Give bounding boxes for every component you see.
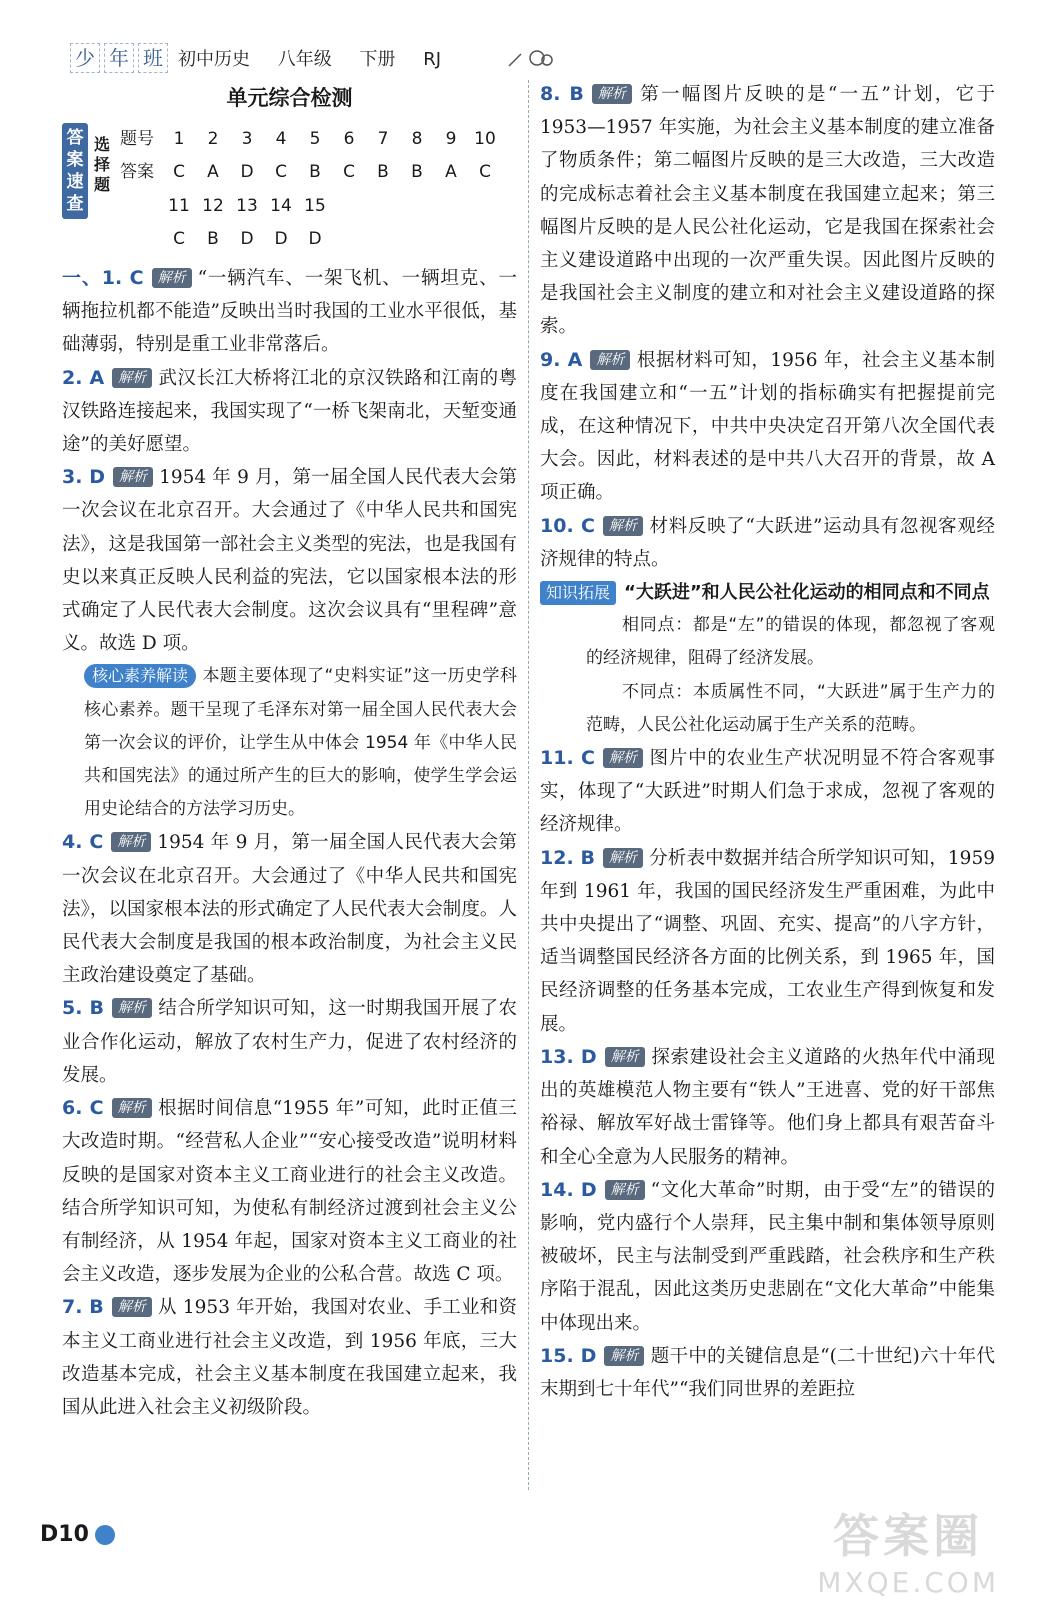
brand-char: 年 [104, 43, 134, 73]
item-number: 一、1. C [62, 267, 144, 290]
cell: C [479, 162, 491, 183]
brand-logo [70, 43, 168, 73]
right-column [540, 78, 995, 1406]
page-number: D10 [40, 1522, 89, 1547]
answer-grid [120, 123, 502, 256]
watermark-url: MXQE.COM [817, 1566, 999, 1599]
cell: 6 [343, 129, 355, 150]
cell: D [240, 162, 254, 183]
cell: 4 [275, 129, 287, 150]
volume: 下册 [359, 49, 396, 70]
table-row [120, 123, 502, 156]
extension-paragraph: 不同点：本质属性不同，“大跃进”属于生产力的范畴，人民公社化运动属于生产关系的范畴。 [586, 681, 995, 735]
item-number: 14. D [540, 1178, 597, 1201]
cell: A [445, 162, 457, 183]
cell: 10 [474, 129, 496, 150]
brand-char: 班 [138, 43, 168, 73]
cell: 11 [168, 195, 190, 216]
page-header [70, 40, 463, 76]
item-number: 5. B [62, 997, 104, 1020]
analysis-tag: 解析 [112, 368, 152, 388]
analysis-tag: 解析 [112, 1098, 152, 1118]
cell: 3 [241, 129, 253, 150]
analysis-tag: 解析 [605, 1047, 645, 1067]
cell: 7 [377, 129, 389, 150]
answer-item [62, 992, 517, 1092]
core-literacy-note [62, 660, 517, 826]
row-header: 答案 [120, 162, 154, 183]
knowledge-extension [540, 576, 995, 742]
answer-item [62, 1291, 517, 1424]
analysis-tag: 解析 [111, 832, 151, 852]
cell: 13 [236, 195, 258, 216]
cell: A [207, 162, 219, 183]
extension-tag: 知识拓展 [540, 581, 616, 605]
analysis-tag: 解析 [603, 848, 643, 868]
analysis-tag: 解析 [603, 516, 643, 536]
cell: 12 [202, 195, 224, 216]
answer-item [540, 842, 995, 1041]
item-text: 题干中的关键信息是“(二十世纪)六十年代末期到七十年代”“我们同世界的差距拉 [540, 1345, 995, 1400]
left-column [62, 78, 517, 1424]
item-text: “文化大革命”时期，由于受“左”的错误的影响，党内盛行个人崇拜，民主集中制和集体领导原则被破坏，民主与法制受到严重践踏，社会秩序和生产秩序陷于混乱，因此这类历史悲剧在“文化大革命”中能集中体现出来。 [540, 1179, 995, 1334]
subject: 初中历史 [178, 49, 250, 70]
answer-item [540, 1340, 995, 1406]
answer-item [62, 1092, 517, 1291]
page-footer [40, 1522, 117, 1547]
cell: 2 [207, 129, 219, 150]
answer-item [540, 742, 995, 842]
analysis-tag: 解析 [590, 350, 630, 370]
item-text: 从 1953 年开始，我国对农业、手工业和资本主义工商业进行社会主义改造，到 1956 年底，三大改造基本完成，社会主义基本制度在我国建立起来，我国从此进入社会主义初级阶段。 [62, 1297, 517, 1418]
item-number: 10. C [540, 514, 595, 537]
cell: D [274, 228, 288, 249]
answer-item [62, 826, 517, 992]
row-header: 题号 [120, 129, 154, 150]
core-literacy-text: 本题主要体现了“史料实证”这一历史学科核心素养。题干呈现了毛泽东对第一届全国人民代表大会第一次会议的评价，让学生从中体会 1954 年《中华人民共和国宪法》的通过所产生的巨大的影响，使学生学会运用史论结合的方法学习历史。 [84, 666, 517, 820]
watermark [817, 1500, 999, 1599]
section-title: 单元综合检测 [226, 86, 353, 110]
cell: B [377, 162, 389, 183]
item-text: 材料反映了“大跃进”运动具有忽视客观经济规律的特点。 [540, 515, 995, 570]
answer-item [540, 510, 995, 576]
answer-key-label: 答案速查 [62, 123, 88, 219]
item-text: 1954 年 9 月，第一届全国人民代表大会第一次会议在北京召开。大会通过了《中华人民共和国宪法》，这是我国第一部社会主义类型的宪法，也是我国有史以来真正反映人民利益的宪法，它以国家根本法的形式确定了人民代表大会制度。这次会议具有“里程碑”意义。故选 D 项。 [62, 467, 517, 655]
cell: 8 [411, 129, 423, 150]
item-text: 分析表中数据并结合所学知识可知，1959 年到 1961 年，我国的国民经济发生严重困难，为此中共中央提出了“调整、巩固、充实、提高”的八字方针，适当调整国民经济各方面的比例关系，到 1965 年，国民经济调整的任务基本完成，工农业生产得到恢复和发展。 [540, 847, 995, 1035]
item-number: 11. C [540, 747, 595, 770]
table-row [120, 190, 502, 223]
answer-item [62, 461, 517, 660]
book-info [178, 45, 463, 71]
cell: C [173, 162, 185, 183]
cell: 14 [270, 195, 292, 216]
cell: 15 [304, 195, 326, 216]
analysis-tag: 解析 [112, 1297, 152, 1317]
item-number: 9. A [540, 348, 583, 371]
answer-item [540, 1174, 995, 1340]
answer-item [540, 78, 995, 344]
column-divider [528, 80, 530, 1490]
table-row [120, 156, 502, 189]
extension-paragraph: 相同点：都是“左”的错误的体现，都忽视了客观的经济规律，阻碍了经济发展。 [586, 615, 995, 669]
cell: C [173, 228, 185, 249]
cell: C [343, 162, 355, 183]
item-number: 13. D [540, 1045, 597, 1068]
cell: 1 [173, 129, 185, 150]
item-number: 3. D [62, 466, 106, 489]
answer-item [540, 1041, 995, 1174]
item-number: 6. C [62, 1097, 104, 1120]
analysis-tag: 解析 [152, 268, 192, 288]
cell: D [308, 228, 322, 249]
item-text: “一辆汽车、一架飞机、一辆坦克、一辆拖拉机都不能造”反映出当时我国的工业水平很低，基础薄弱，特别是重工业非常落后。 [62, 268, 517, 356]
analysis-tag: 解析 [592, 84, 632, 104]
cell: C [275, 162, 287, 183]
item-number: 8. B [540, 83, 584, 105]
globe-icon [93, 1523, 117, 1547]
brand-char: 少 [70, 43, 100, 73]
grade: 八年级 [277, 49, 332, 70]
analysis-tag: 解析 [605, 1180, 645, 1200]
item-number: 12. B [540, 846, 595, 869]
analysis-tag: 解析 [604, 1346, 644, 1366]
item-text: 图片中的农业生产状况明显不符合客观事实，体现了“大跃进”时期人们急于求成，忽视了客观的经济规律。 [540, 748, 995, 836]
item-number: 15. D [540, 1344, 597, 1367]
choice-type-label: 选择题 [94, 135, 111, 195]
watermark-logo: 答案圈 [833, 1509, 984, 1563]
cell: B [309, 162, 321, 183]
item-text: 根据时间信息“1955 年”可知，此时正值三大改造时期。“经营私人企业”“安心接受改造”说明材料反映的是国家对资本主义工商业进行的社会主义改造。结合所学知识可知，为使私有制经济过渡到社会主义公有制经济，从 1954 年起，国家对资本主义工商业的社会主义改造，逐步发展为企业的公私合营。故选 C 项。 [62, 1098, 517, 1286]
cell: B [207, 228, 219, 249]
item-text: 1954 年 9 月，第一届全国人民代表大会第一次会议在北京召开。大会通过了《中华人民共和国宪法》，以国家根本法的形式确定了人民代表大会制度。人民代表大会制度是我国的根本政治制度，为社会主义民主政治建设奠定了基础。 [62, 832, 518, 987]
answer-key [62, 123, 517, 256]
cell: B [411, 162, 423, 183]
item-text: 第一幅图片反映的是“一五”计划，它于 1953—1957 年实施，为社会主义基本制度的建立准备了物质条件；第二幅图片反映的是三大改造，三大改造的完成标志着社会主义基本制度在我国建立起来；第三幅图片反映的是人民公社化运动，它是我国在探索社会主义建设道路中出现的一次严重失误。因此图片反映的是我国社会主义制度的建立和对社会主义建设道路的探索。 [540, 84, 995, 338]
item-text: 结合所学知识可知，这一时期我国开展了农业合作化运动，解放了农村生产力，促进了农村经济的发展。 [62, 998, 517, 1086]
cell: 5 [309, 129, 321, 150]
analysis-tag: 解析 [113, 467, 153, 487]
analysis-tag: 解析 [603, 748, 643, 768]
table-row [120, 223, 502, 256]
item-text: 探索建设社会主义道路的火热年代中涌现出的英雄模范人物主要有“铁人”王进喜、党的好干部焦裕禄、解放军好战士雷锋等。他们身上都具有艰苦奋斗和全心全意为人民服务的精神。 [540, 1046, 995, 1168]
cell: D [240, 228, 254, 249]
item-text: 根据材料可知，1956 年，社会主义基本制度在我国建立和“一五”计划的指标确实有把握提前完成，在这种情况下，中共中央决定召开第八次全国代表大会。因此，材料表述的是中共八大召开的背景，故 A 项正确。 [540, 349, 995, 504]
edition: RJ [423, 49, 442, 70]
answer-item [62, 262, 517, 362]
item-number: 2. A [62, 366, 105, 389]
answer-item [540, 344, 995, 510]
item-number: 4. C [62, 831, 104, 854]
answer-item [62, 362, 517, 462]
cell: 9 [445, 129, 457, 150]
cloud-icon [505, 44, 555, 70]
item-number: 7. B [62, 1296, 104, 1319]
analysis-tag: 解析 [112, 998, 152, 1018]
core-literacy-tag: 核心素养解读 [84, 664, 196, 688]
extension-title: “大跃进”和人民公社化运动的相同点和不同点 [624, 582, 990, 604]
item-text: 武汉长江大桥将江北的京汉铁路和江南的粤汉铁路连接起来，我国实现了“一桥飞架南北，天堑变通途”的美好愿望。 [62, 367, 517, 456]
